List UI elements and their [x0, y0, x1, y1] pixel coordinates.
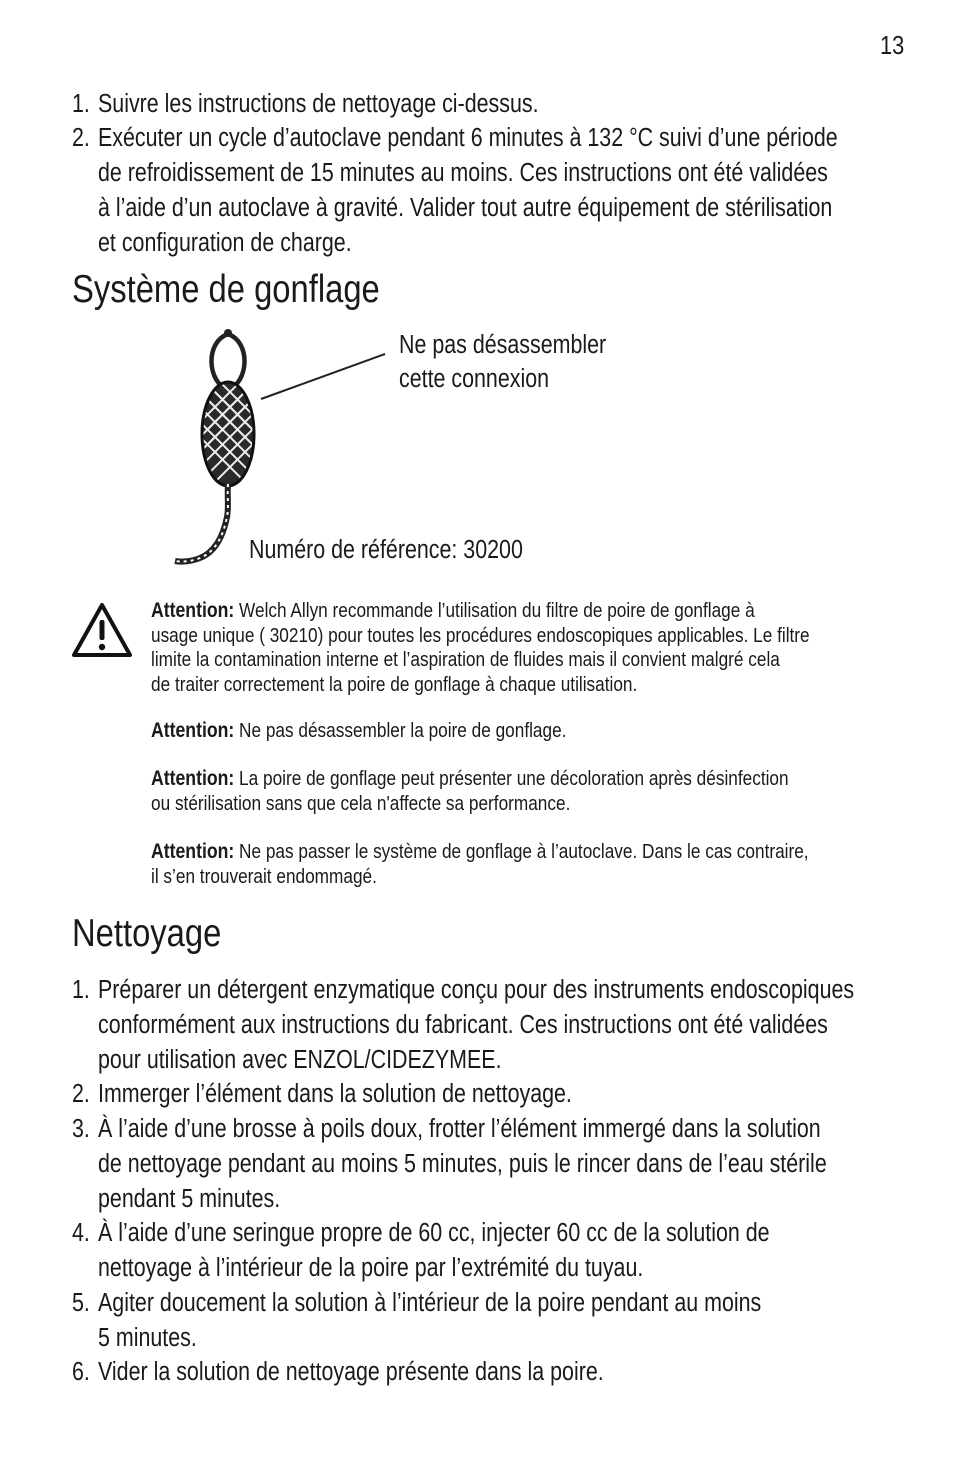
part-number-label: Numéro de référence: 30200 — [249, 536, 523, 564]
list-line: Agiter doucement la solution à l’intérieur de la poire pendant au moins — [98, 1289, 762, 1317]
list-line: Suivre les instructions de nettoyage ci-dessus. — [98, 90, 539, 118]
list-line: pour utilisation avec ENZOL/CIDEZYMEE. — [98, 1046, 502, 1074]
list-line: de nettoyage pendant au moins 5 minutes, puis le rincer dans de l’eau stérile — [98, 1150, 827, 1178]
list-line: et configuration de charge. — [98, 229, 352, 257]
list-line: nettoyage à l’intérieur de la poire par l’extrémité du tuyau. — [98, 1254, 644, 1282]
list-number: 3. — [72, 1115, 90, 1143]
list-line: Vider la solution de nettoyage présente dans la poire. — [98, 1358, 604, 1386]
list-number: 2. — [72, 1080, 90, 1108]
warning-label: Attention: — [151, 599, 235, 622]
list-number: 1. — [72, 90, 90, 118]
list-number: 6. — [72, 1358, 90, 1386]
list-line: À l’aide d’une seringue propre de 60 cc, injecter 60 cc de la solution de — [98, 1219, 770, 1247]
page-number: 13 — [880, 30, 905, 60]
section-heading-inflation: Système de gonflage — [72, 268, 380, 311]
list-line: 5 minutes. — [98, 1324, 197, 1352]
list-line: Préparer un détergent enzymatique conçu pour des instruments endoscopiques — [98, 976, 855, 1004]
list-number: 1. — [72, 976, 90, 1004]
list-line: À l’aide d’une brosse à poils doux, frotter l’élément immergé dans la solution — [98, 1115, 821, 1143]
list-number: 4. — [72, 1219, 90, 1247]
list-line: conformément aux instructions du fabricant. Ces instructions ont été validées — [98, 1011, 828, 1039]
list-line: de refroidissement de 15 minutes au moins. Ces instructions ont été validées — [98, 159, 828, 187]
list-line: à l’aide d’un autoclave à gravité. Valider tout autre équipement de stérilisation — [98, 194, 833, 222]
warning-text: Attention: La poire de gonflage peut présenter une décoloration après désinfection ou stérilisation sans que cela n'affecte sa performance. — [151, 767, 789, 815]
callout-leader-line — [261, 354, 385, 399]
warning-triangle-icon — [70, 600, 134, 660]
section-heading-cleaning: Nettoyage — [72, 912, 222, 955]
warning-label: Attention: — [151, 719, 235, 742]
warning-text: Attention: Ne pas désassembler la poire de gonflage. — [151, 719, 567, 742]
list-number: 5. — [72, 1289, 90, 1317]
inflation-bulb-figure — [165, 322, 635, 577]
list-line: Immerger l’élément dans la solution de nettoyage. — [98, 1080, 572, 1108]
callout-text: Ne pas désassembler cette connexion — [399, 331, 607, 393]
warning-label: Attention: — [151, 767, 235, 790]
warning-text: Attention: Ne pas passer le système de gonflage à l’autoclave. Dans le cas contraire, il s’en trouverait endommagé. — [151, 840, 809, 888]
list-number: 2. — [72, 124, 90, 152]
list-line: pendant 5 minutes. — [98, 1185, 281, 1213]
warning-text: Attention: Welch Allyn recommande l’utilisation du filtre de poire de gonflage à usage unique ( 30210) pour toutes les procédures endoscopiques applicables. Le filtre limite la contamination interne et l’aspiration de fluides mais il convient malgré cela de traiter correctement la poire de gonflage à chaque utilisation. — [151, 599, 810, 696]
list-line: Exécuter un cycle d’autoclave pendant 6 minutes à 132 °C suivi d’une période — [98, 124, 838, 152]
warning-label: Attention: — [151, 840, 235, 863]
